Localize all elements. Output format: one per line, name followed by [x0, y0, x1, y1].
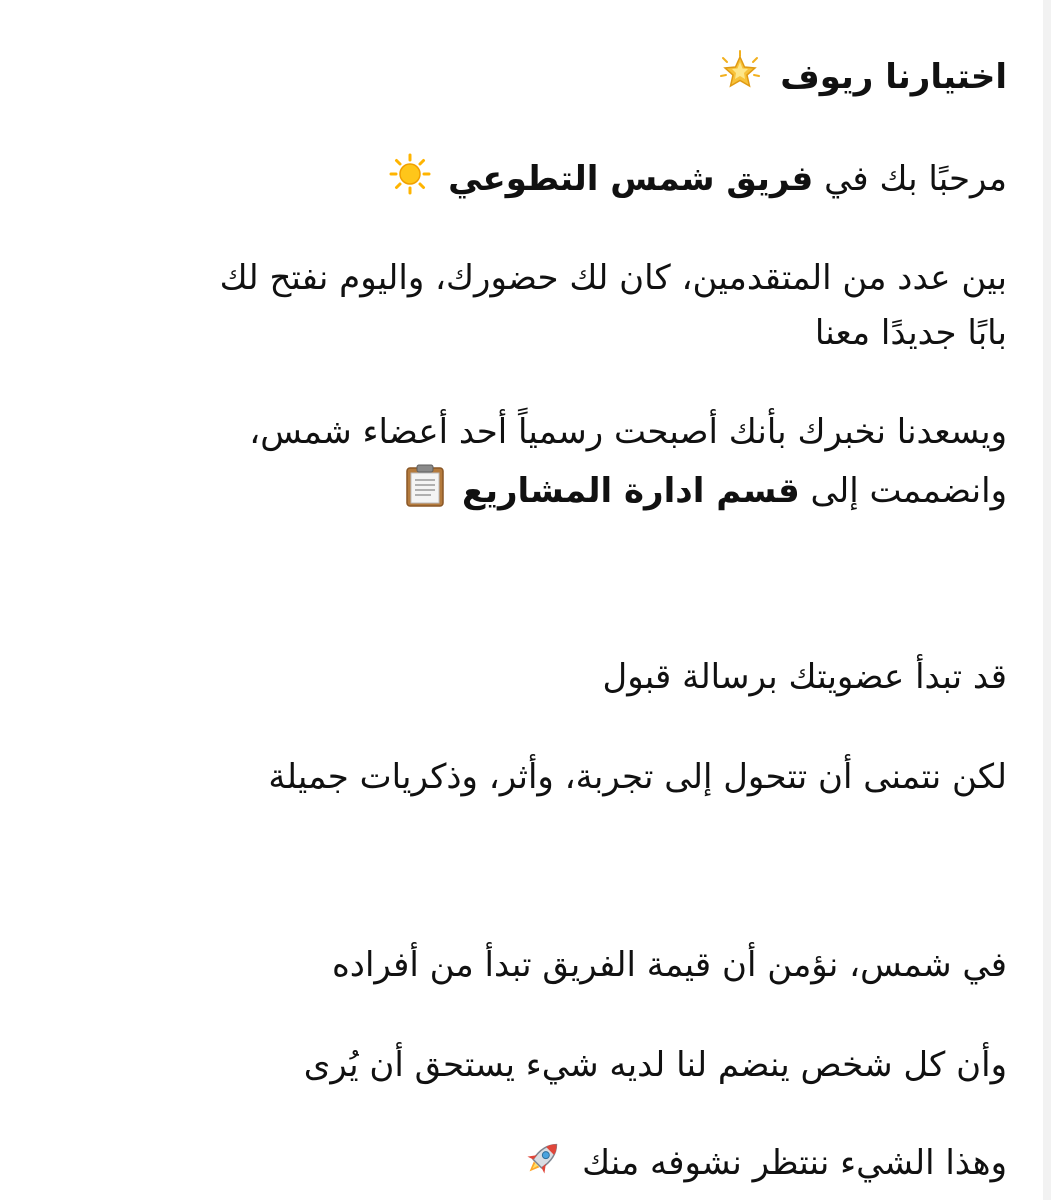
post-title: اختيارنا ريوف [780, 57, 1007, 97]
paragraph-2-line-1: ويسعدنا نخبرك بأنك أصبحت رسمياً أحد أعضاء شمس، [249, 412, 1007, 452]
waiting-line [40, 1136, 1007, 1193]
joined-prefix: وانضممت إلى [810, 471, 1007, 511]
hope-line: لكن نتمنى أن تتحول إلى تجربة، وأثر، وذكريات جميلة [268, 757, 1007, 797]
waiting-text: وهذا الشيء ننتظر نشوفه منك [582, 1143, 1007, 1183]
scrollbar-track[interactable] [1043, 0, 1051, 1200]
paragraph-2-line-2 [40, 464, 1007, 521]
welcome-line [40, 153, 1007, 208]
everyone-line: وأن كل شخص ينضم لنا لديه شيء يستحق أن يُرى [303, 1045, 1007, 1085]
welcome-prefix: مرحبًا بك في [824, 159, 1007, 199]
belief-line: في شمس، نؤمن أن قيمة الفريق تبدأ من أفراده [331, 945, 1007, 985]
glowing-star-icon [718, 50, 762, 107]
clipboard-icon [405, 464, 445, 521]
team-name: فريق شمس التطوعي [448, 159, 814, 199]
sun-icon [389, 153, 431, 208]
department-name: قسم ادارة المشاريع [461, 471, 800, 511]
post-title-line [40, 50, 1007, 107]
paragraph-1-line-2: بابًا جديدًا معنا [814, 313, 1007, 353]
acceptance-line: قد تبدأ عضويتك برسالة قبول [602, 657, 1007, 697]
paragraph-1-line-1: بين عدد من المتقدمين، كان لك حضورك، واليوم نفتح لك [219, 258, 1007, 298]
rocket-icon [521, 1136, 565, 1193]
